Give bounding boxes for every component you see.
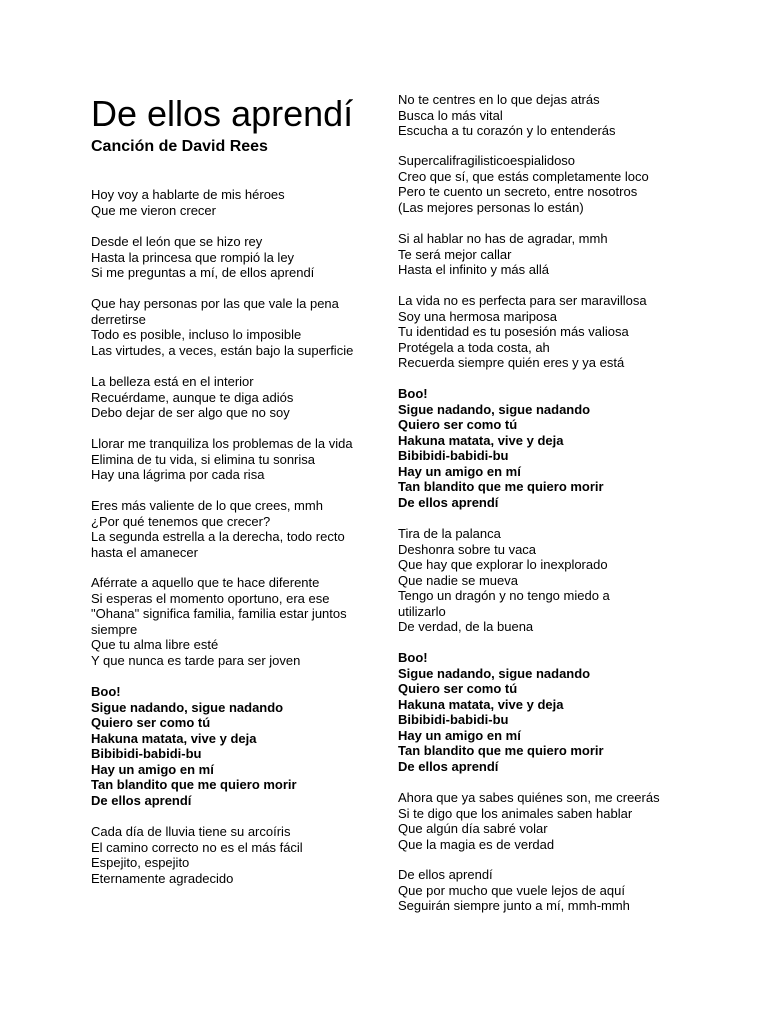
stanza	[91, 575, 347, 668]
lyric-line: Hay una lágrima por cada risa	[91, 467, 265, 482]
chorus-stanza	[398, 650, 604, 774]
lyric-line: Escucha a tu corazón y lo entenderás	[398, 123, 616, 138]
lyric-line: Creo que sí, que estás completamente loco	[398, 168, 649, 184]
lyric-line: Que tu alma libre esté	[91, 637, 219, 652]
lyric-line: Sigue nadando, sigue nadando	[398, 401, 591, 417]
lyric-line: Hasta el infinito y más allá	[398, 262, 550, 277]
chorus-stanza	[91, 684, 297, 808]
lyric-line: Si al hablar no has de agradar, mmh	[398, 231, 608, 246]
stanza	[398, 526, 610, 635]
lyric-line: Tan blandito que me quiero morir	[398, 479, 604, 494]
lyric-line: derretirse	[91, 311, 146, 327]
lyric-line: Hakuna matata, vive y deja	[91, 730, 257, 746]
lyric-line: Debo dejar de ser algo que no soy	[91, 405, 290, 420]
stanza	[398, 790, 660, 852]
lyric-line: (Las mejores personas lo están)	[398, 199, 584, 215]
lyric-line: De ellos aprendí	[91, 792, 192, 808]
lyric-line: Hay un amigo en mí	[91, 761, 214, 777]
lyric-line: Que la magia es de verdad	[398, 836, 555, 852]
lyric-line: Hakuna matata, vive y deja	[398, 432, 564, 448]
lyric-line: Seguirán siempre junto a mí, mmh-mmh	[398, 898, 630, 913]
lyric-line: Tan blandito que me quiero morir	[91, 777, 297, 792]
lyric-line: Elimina de tu vida, si elimina tu sonrisa	[91, 451, 315, 467]
stanza	[91, 436, 353, 483]
lyric-line: Boo!	[91, 684, 121, 699]
lyric-line: Si me preguntas a mí, de ellos aprendí	[91, 265, 315, 280]
lyric-line: ¿Por qué tenemos que crecer?	[91, 513, 271, 529]
lyric-line: No te centres en lo que dejas atrás	[398, 92, 600, 107]
lyric-line: Boo!	[398, 386, 428, 401]
lyric-line: Bibibidi-babidi-bu	[398, 712, 509, 727]
lyric-line: Llorar me tranquiliza los problemas de la vida	[91, 436, 353, 451]
lyric-line: Supercalifragilisticoespialidoso	[398, 153, 576, 168]
lyric-line: Y que nunca es tarde para ser joven	[91, 652, 301, 668]
lyric-line: Eres más valiente de lo que crees, mmh	[91, 498, 323, 513]
lyric-line: Tengo un dragón y no tengo miedo a	[398, 588, 610, 603]
lyric-line: De ellos aprendí	[398, 867, 493, 882]
lyric-line: Ahora que ya sabes quiénes son, me creerás	[398, 790, 660, 805]
lyric-line: Espejito, espejito	[91, 855, 190, 870]
stanza	[91, 824, 303, 886]
lyric-line: Hakuna matata, vive y deja	[398, 696, 564, 712]
lyric-line: Quiero ser como tú	[398, 681, 518, 696]
lyric-line: Las virtudes, a veces, están bajo la superficie	[91, 342, 354, 358]
lyric-line: Que hay que explorar lo inexplorado	[398, 557, 608, 572]
stanza	[398, 293, 647, 371]
lyric-line: Aférrate a aquello que te hace diferente	[91, 575, 320, 590]
stanza	[398, 867, 630, 914]
lyric-line: Si esperas el momento oportuno, era ese	[91, 590, 330, 606]
lyric-line: La segunda estrella a la derecha, todo recto	[91, 529, 345, 544]
stanza	[91, 296, 353, 358]
lyric-line: Hay un amigo en mí	[398, 463, 521, 479]
lyric-line: Quiero ser como tú	[91, 715, 211, 730]
lyric-line: Quiero ser como tú	[398, 417, 518, 432]
lyric-line: Tu identidad es tu posesión más valiosa	[398, 324, 629, 339]
lyric-line: Soy una hermosa mariposa	[398, 308, 557, 324]
lyric-line: La vida no es perfecta para ser maravillosa	[398, 293, 647, 308]
lyric-line: Que nadie se mueva	[398, 572, 518, 588]
lyric-line: Pero te cuento un secreto, entre nosotros	[398, 184, 638, 199]
chorus-stanza	[398, 386, 604, 510]
lyric-line: Eternamente agradecido	[91, 870, 234, 886]
lyric-line: Sigue nadando, sigue nadando	[398, 665, 591, 681]
stanza	[91, 374, 293, 421]
stanza	[91, 187, 285, 218]
lyric-line: hasta el amanecer	[91, 544, 198, 560]
lyric-line: Te será mejor callar	[398, 246, 512, 262]
lyric-line: Protégela a toda costa, ah	[398, 339, 550, 355]
stanza	[91, 234, 314, 281]
stanza	[398, 231, 608, 278]
lyric-line: De ellos aprendí	[398, 494, 499, 510]
lyric-line: Desde el león que se hizo rey	[91, 234, 263, 249]
lyric-line: Bibibidi-babidi-bu	[398, 448, 509, 463]
lyric-line: De ellos aprendí	[398, 758, 499, 774]
lyric-line: Que algún día sabré volar	[398, 821, 548, 836]
lyric-line: Recuérdame, aunque te diga adiós	[91, 389, 294, 405]
lyric-line: Boo!	[398, 650, 428, 665]
lyric-line: Hoy voy a hablarte de mis héroes	[91, 187, 285, 202]
lyric-line: Si te digo que los animales saben hablar	[398, 805, 633, 821]
lyric-line: Sigue nadando, sigue nadando	[91, 699, 284, 715]
lyric-line: Tan blandito que me quiero morir	[398, 743, 604, 758]
lyric-line: Deshonra sobre tu vaca	[398, 541, 537, 557]
stanza	[398, 92, 616, 139]
lyric-line: Tira de la palanca	[398, 526, 501, 541]
lyric-line: utilizarlo	[398, 603, 446, 619]
lyric-line: De verdad, de la buena	[398, 619, 534, 634]
lyric-line: Que hay personas por las que vale la pena	[91, 296, 339, 311]
lyric-line: Recuerda siempre quién eres y ya está	[398, 355, 625, 370]
lyric-line: El camino correcto no es el más fácil	[91, 839, 303, 855]
song-title: De ellos aprendí	[91, 93, 354, 134]
lyric-line: Hasta la princesa que rompió la ley	[91, 249, 295, 265]
lyric-line: "Ohana" significa familia, familia estar juntos	[91, 606, 347, 621]
lyric-line: Que por mucho que vuele lejos de aquí	[398, 882, 625, 898]
lyric-line: Que me vieron crecer	[91, 202, 216, 218]
lyric-line: Busca lo más vital	[398, 107, 503, 123]
lyric-line: Bibibidi-babidi-bu	[91, 746, 202, 761]
lyric-line: La belleza está en el interior	[91, 374, 254, 389]
stanza	[398, 153, 649, 215]
song-subtitle: Canción de David Rees	[91, 138, 268, 155]
lyric-line: Todo es posible, incluso lo imposible	[91, 327, 302, 342]
lyric-line: Hay un amigo en mí	[398, 727, 521, 743]
lyric-line: siempre	[91, 621, 138, 637]
stanza	[91, 498, 345, 560]
lyric-line: Cada día de lluvia tiene su arcoíris	[91, 824, 291, 839]
